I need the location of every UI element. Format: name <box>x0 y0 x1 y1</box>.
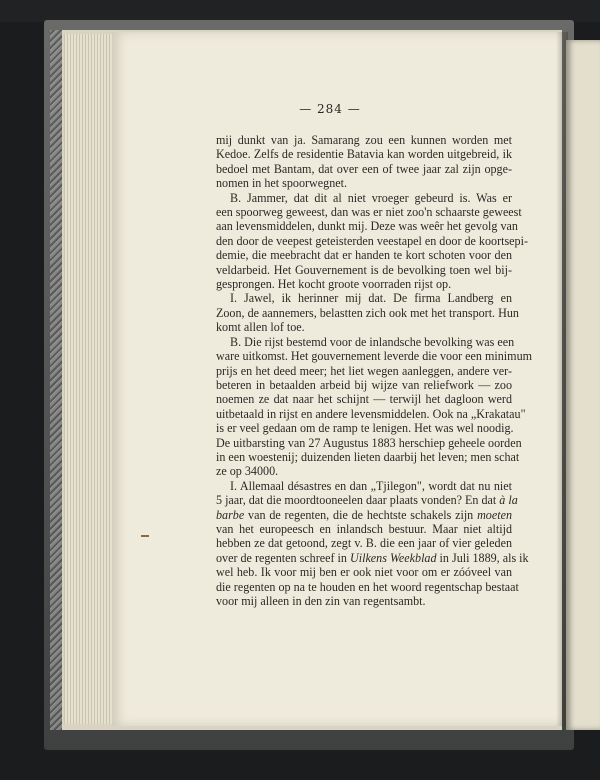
text-line: is er veel gedaan om de ramp te lenigen. Het was wel noodig. <box>216 421 514 436</box>
page-edges <box>64 34 116 724</box>
text-line: prijs en het deed meer; het liet wegen aanleggen, andere ver- <box>216 363 512 378</box>
text-line: een spoorweg geweest, dan was er niet zoo'n schaarste geweest <box>216 205 522 220</box>
text-line: B. Die rijst bestemd voor de inlandsche bevolking was een <box>230 334 515 349</box>
text-line: B. Jammer, dat dit al niet vroeger gebeurd is. Was er <box>230 190 512 205</box>
text-line: uitbetaald in rijst en andere levensmiddelen. Ook na „Krakatau" <box>216 406 526 421</box>
text-line: van het europeesch en inlandsch bestuur. Maar niet altijd <box>216 521 512 536</box>
text-line: wel heb. Ik voor mij ben er ook niet voor om er zóóveel van <box>216 565 512 580</box>
text-line: ze op 34000. <box>216 464 279 479</box>
text-line: gesprongen. Het kocht groote voorraden rijst op. <box>216 277 452 292</box>
text-line: komt allen lof toe. <box>216 320 305 335</box>
text-line: De uitbarsting van 27 Augustus 1883 herschiep geheele oorden <box>216 435 522 450</box>
text-line: veldarbeid. Het Gouvernement is de bevolking toen wel bij- <box>216 262 512 277</box>
text-line: demie, die meebracht dat er handen te kort schoten voor den <box>216 248 512 263</box>
page-number: — 284 — <box>299 102 361 116</box>
text-line: aan levensmiddelen, dunkt mij. Deze was weêr het gevolg van <box>216 219 518 234</box>
text-line: den door de veepest geteisterden veestapel en door de koortsepi- <box>216 233 528 248</box>
margin-mark <box>141 535 149 537</box>
text-line: Kedoe. Zelfs de residentie Batavia kan worden uitgebreid, ik <box>216 147 512 162</box>
text-line: I. Allemaal désastres en dan „Tjilegon", wordt dat nu niet <box>230 478 512 493</box>
text-line: bedoel met Bantam, dat over een of twee jaar zal zijn opge- <box>216 161 512 176</box>
text-line: 5 jaar, dat die moordtooneelen daar plaats vonden? En dat à la <box>216 493 518 508</box>
text-line: noemen ze dat naar het schijnt — terwijl het dagloon werd <box>216 392 512 407</box>
text-line: mij dunkt van ja. Samarang zou een kunnen worden met <box>216 133 512 147</box>
text-line: ware uitkomst. Het gouvernement leverde die voor een minimum <box>216 349 533 364</box>
facing-page-edge <box>566 40 600 730</box>
page-body-text <box>216 133 533 608</box>
text-line: barbe van de regenten, die de hechtste schakels zijn moeten <box>216 507 512 522</box>
text-line: nomen in het spoorwegnet. <box>216 176 347 191</box>
text-line: voor mij alleen in den zin van regentsambt. <box>216 594 426 608</box>
text-line: beteren in betaalden arbeid bij wijze van reliefwork — zoo <box>216 377 512 392</box>
scanner-background-top <box>0 0 600 22</box>
text-line: hebben ze dat getoond, zegt v. B. die een jaar of vier geleden <box>216 536 512 551</box>
text-line: I. Jawel, ik herinner mij dat. De firma Landberg en <box>230 291 512 306</box>
text-line: in een woestenij; duizenden lieten daarbij het leven; men schat <box>216 449 520 464</box>
text-line: over de regenten schreef in Uilkens Weekblad in Juli 1889, als ik <box>216 550 529 565</box>
text-line: Zoon, de aannemers, belastten zich ook met het transport. Hun <box>216 305 519 320</box>
text-line: die regenten op na te houden en het woord regentschap bestaat <box>216 579 519 594</box>
